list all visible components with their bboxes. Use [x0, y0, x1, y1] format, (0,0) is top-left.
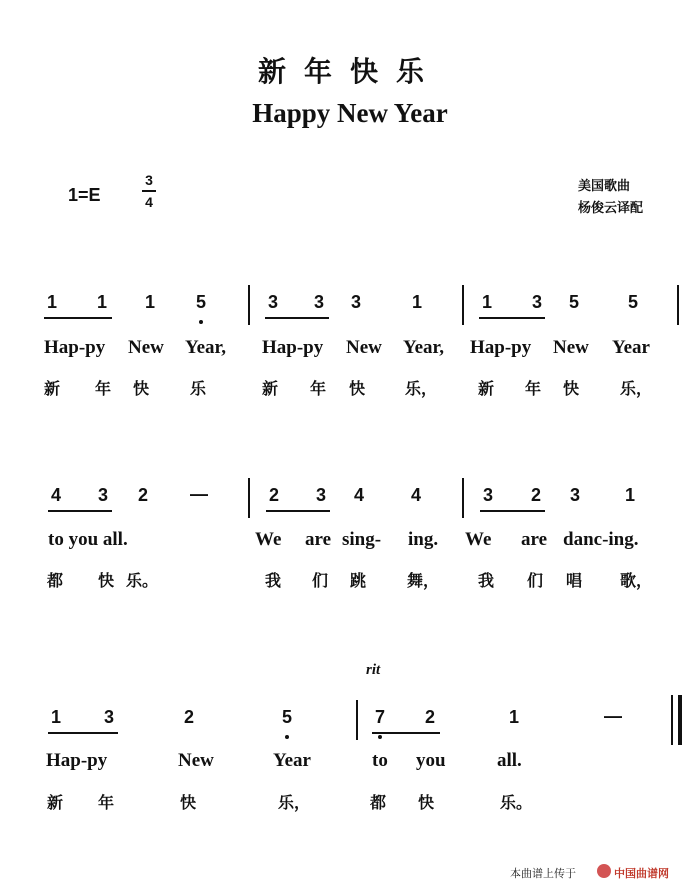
site-logo-icon: [597, 864, 611, 878]
lyric-english: New: [553, 337, 589, 358]
underline-beam: [48, 732, 118, 734]
lyric-chinese: 快: [180, 793, 197, 812]
lyric-chinese: 新: [478, 379, 495, 398]
underline-beam: [480, 510, 545, 512]
lyric-chinese: 乐。: [500, 793, 533, 812]
note: 4: [353, 485, 364, 505]
lyric-english: Hap-py: [44, 337, 106, 358]
site-name-text: 中国曲谱网: [614, 867, 669, 880]
sustain-dash: —: [604, 706, 622, 726]
barline: [462, 285, 464, 325]
ritardando-marking: rit: [366, 662, 381, 678]
note: 3: [315, 485, 326, 505]
lyric-chinese: 都: [47, 571, 64, 590]
lower-octave-dot: [199, 320, 203, 324]
note: 1: [508, 707, 519, 727]
site-name: [614, 865, 669, 881]
lyric-english: you: [416, 750, 446, 771]
barline: [248, 285, 250, 325]
lyric-chinese: 乐，: [405, 379, 438, 398]
lyric-english: are: [521, 529, 548, 550]
note: 5: [195, 292, 206, 312]
note: 4: [410, 485, 421, 505]
lyric-chinese: 我: [478, 571, 495, 590]
note: 3: [313, 292, 324, 312]
lyric-english: Hap-py: [470, 337, 532, 358]
lyric-chinese: 快: [349, 379, 366, 398]
lyric-english: Year: [273, 750, 311, 771]
lyric-english: Year,: [185, 337, 226, 358]
lyric-english: ing.: [408, 529, 439, 550]
underline-beam: [372, 732, 440, 734]
lyric-english: danc-ing.: [563, 529, 639, 550]
time-signature-bar: [142, 190, 156, 192]
lyric-english: New: [346, 337, 382, 358]
note: 1: [624, 485, 635, 505]
lyric-english: Hap-py: [262, 337, 324, 358]
site-watermark: [510, 865, 576, 881]
underline-beam: [479, 317, 545, 319]
lyric-chinese: 年: [95, 379, 112, 398]
time-signature: [142, 172, 156, 210]
sustain-dash: —: [190, 484, 208, 504]
lyric-english: We: [465, 529, 492, 550]
lyric-chinese: 年: [525, 379, 542, 398]
lyric-english: Year,: [403, 337, 444, 358]
barline: [356, 700, 358, 740]
lyric-chinese: 歌，: [620, 571, 653, 590]
lyric-chinese: 乐，: [278, 793, 311, 812]
barline: [248, 478, 250, 518]
credit-origin: 美国歌曲: [578, 179, 631, 194]
note: 5: [568, 292, 579, 312]
key-signature: 1=E: [68, 185, 101, 205]
note: 1: [144, 292, 155, 312]
final-barline-thin: [671, 695, 673, 745]
lyric-chinese: 新: [44, 379, 61, 398]
lyric-chinese: 唱: [566, 571, 583, 590]
note: 2: [424, 707, 435, 727]
note: 5: [627, 292, 638, 312]
lyric-chinese: 们: [312, 571, 329, 590]
underline-beam: [44, 317, 112, 319]
lyric-chinese: 乐。: [126, 571, 159, 590]
lyric-chinese: 我: [265, 571, 282, 590]
note: 1: [46, 292, 57, 312]
note: 3: [97, 485, 108, 505]
note: 1: [96, 292, 107, 312]
barline: [462, 478, 464, 518]
note: 7: [374, 707, 385, 727]
lyric-english: New: [128, 337, 164, 358]
final-barline-thick: [678, 695, 682, 745]
underline-beam: [48, 510, 112, 512]
note: 3: [103, 707, 114, 727]
lyric-english: Year: [612, 337, 650, 358]
lyric-chinese: 舞，: [407, 571, 440, 590]
lyric-chinese: 乐: [190, 379, 207, 398]
lyric-english: are: [305, 529, 332, 550]
underline-beam: [266, 510, 330, 512]
lyric-english: sing-: [342, 529, 382, 550]
lyric-chinese: 乐，: [620, 379, 653, 398]
credits: [578, 176, 643, 220]
barline: [677, 285, 679, 325]
note: 2: [268, 485, 279, 505]
note: 5: [281, 707, 292, 727]
lyric-english: We: [255, 529, 282, 550]
lyric-english: to: [372, 750, 388, 771]
lower-octave-dot: [378, 735, 382, 739]
note: 1: [50, 707, 61, 727]
lyric-chinese: 快: [418, 793, 435, 812]
note: 3: [531, 292, 542, 312]
lyric-chinese: 们: [527, 571, 544, 590]
lyric-english: Hap-py: [46, 750, 108, 771]
note: 3: [350, 292, 361, 312]
lyric-chinese: 快: [133, 379, 150, 398]
watermark-text: 本曲谱上传于: [510, 867, 576, 880]
lyric-chinese: 新: [47, 793, 64, 812]
note: 3: [267, 292, 278, 312]
note: 4: [50, 485, 61, 505]
note: 2: [183, 707, 194, 727]
lyric-chinese: 年: [98, 793, 115, 812]
credit-translator: 杨俊云译配: [578, 201, 644, 216]
time-signature-top: 3: [145, 172, 153, 188]
lyric-english: all.: [497, 750, 522, 771]
lyric-chinese: 快: [563, 379, 580, 398]
note: 1: [481, 292, 492, 312]
lyric-chinese: 快: [98, 571, 115, 590]
song-title-english: Happy New Year: [252, 98, 448, 128]
time-signature-bottom: 4: [145, 194, 153, 210]
lyric-chinese: 跳: [350, 571, 367, 590]
note: 2: [137, 485, 148, 505]
note: 3: [569, 485, 580, 505]
lyric-english: to you all.: [48, 529, 128, 550]
lyric-english: New: [178, 750, 214, 771]
lyric-chinese: 年: [310, 379, 327, 398]
lower-octave-dot: [285, 735, 289, 739]
note: 1: [411, 292, 422, 312]
underline-beam: [265, 317, 329, 319]
lyric-chinese: 新: [262, 379, 279, 398]
note: 2: [530, 485, 541, 505]
lyric-chinese: 都: [370, 793, 387, 812]
note: 3: [482, 485, 493, 505]
song-title-chinese: 新年快乐: [257, 55, 442, 88]
